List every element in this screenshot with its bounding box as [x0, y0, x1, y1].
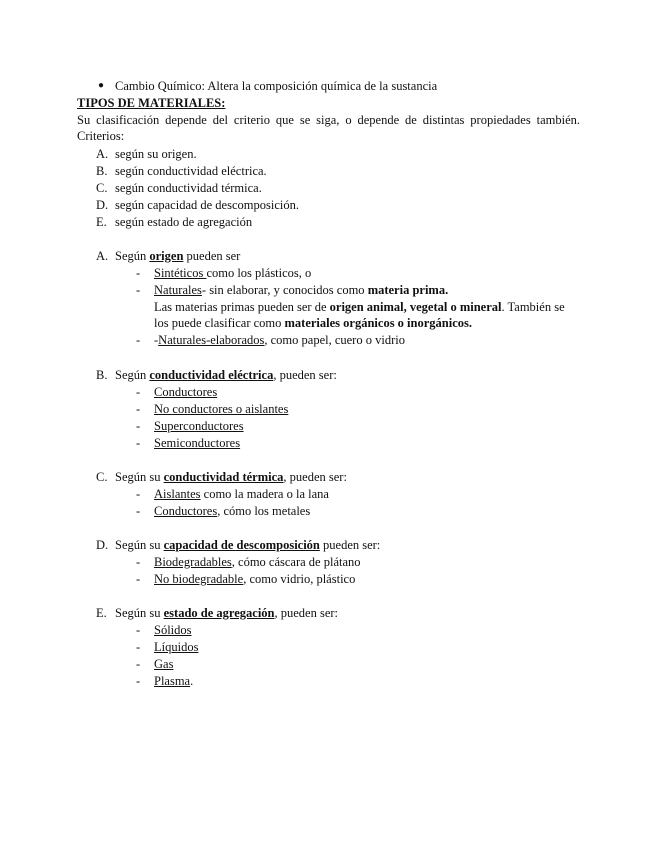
item-term: Plasma — [154, 674, 191, 688]
list-item: Superconductores — [154, 419, 244, 433]
intro-line-1: Su clasificación depende del criterio que se siga, o depende de distintas propiedades también. — [77, 113, 580, 127]
criteria-marker: E. — [96, 215, 107, 229]
dash-marker: - — [136, 504, 141, 518]
section-b-key: conductividad eléctrica — [149, 368, 274, 382]
item-term: No biodegradable — [154, 572, 244, 586]
section-c-title — [115, 469, 347, 485]
dash-marker: - — [136, 333, 141, 347]
section-heading: TIPOS DE MATERIALES: — [77, 96, 226, 110]
section-b-pre: Según — [115, 368, 150, 382]
list-item-continuation — [154, 299, 565, 315]
section-e-marker: E. — [96, 606, 107, 620]
section-e-post: , pueden ser: — [274, 606, 339, 620]
list-item: Semiconductores — [154, 436, 241, 450]
section-c-post: , pueden ser: — [283, 470, 347, 484]
criteria-item: según conductividad térmica. — [115, 181, 262, 195]
item-rest: como los plásticos, o — [206, 266, 312, 280]
list-item: No conductores o aislantes — [154, 402, 289, 416]
section-d-key: capacidad de descomposición — [163, 538, 320, 552]
item-rest: - sin elaborar, y conocidos como — [201, 283, 368, 297]
item-pre: los puede clasificar como — [154, 316, 285, 330]
item-term: Naturales — [154, 283, 202, 297]
list-item — [154, 265, 311, 281]
list-item — [154, 332, 405, 348]
criteria-item: según estado de agregación — [115, 215, 253, 229]
dash-marker: - — [136, 487, 141, 501]
intro-line-2: Criterios: — [77, 129, 125, 143]
list-item: Gas — [154, 657, 174, 671]
section-c-pre: Según su — [115, 470, 164, 484]
item-term: Aislantes — [154, 487, 201, 501]
section-e-key: estado de agregación — [163, 606, 275, 620]
criteria-marker: A. — [96, 147, 109, 161]
item-rest: , cómo los metales — [217, 504, 311, 518]
list-item — [154, 486, 329, 502]
criteria-marker: D. — [96, 198, 109, 212]
dash-marker: - — [136, 555, 141, 569]
item-rest: , como papel, cuero o vidrio — [264, 333, 405, 347]
item-rest: como la madera o la lana — [200, 487, 329, 501]
section-a-pre: Según — [115, 249, 150, 263]
item-rest: , cómo cáscara de plátano — [231, 555, 361, 569]
section-b-marker: B. — [96, 368, 108, 382]
dash-marker: - — [136, 572, 141, 586]
top-bullet-text: Cambio Químico: Altera la composición química de la sustancia — [115, 79, 438, 93]
item-pre: - — [154, 333, 159, 347]
item-pre: Las materias primas pueden ser de — [154, 300, 330, 314]
dash-marker: - — [136, 419, 141, 433]
dash-marker: - — [136, 674, 141, 688]
section-a-post: pueden ser — [183, 249, 241, 263]
criteria-item: según capacidad de descomposición. — [115, 198, 299, 212]
item-bold: materiales orgánicos o inorgánicos. — [284, 316, 472, 330]
dash-marker: - — [136, 436, 141, 450]
section-e-pre: Según su — [115, 606, 164, 620]
item-term: Naturales-elaborados — [158, 333, 265, 347]
section-e-title — [115, 605, 338, 621]
item-post: . También se — [501, 300, 565, 314]
section-c-key: conductividad térmica — [163, 470, 284, 484]
section-a-marker: A. — [96, 249, 109, 263]
dash-marker: - — [136, 266, 141, 280]
criteria-item: según su origen. — [115, 147, 197, 161]
dash-marker: - — [136, 385, 141, 399]
bullet-marker: ● — [98, 80, 105, 91]
item-term: Biodegradables — [154, 555, 232, 569]
item-suffix: . — [190, 674, 194, 688]
item-rest: , como vidrio, plástico — [243, 572, 356, 586]
list-item — [154, 503, 310, 519]
criteria-item: según conductividad eléctrica. — [115, 164, 267, 178]
section-d-pre: Según su — [115, 538, 164, 552]
section-d-title — [115, 537, 380, 553]
list-item: Líquidos — [154, 640, 199, 654]
criteria-marker: B. — [96, 164, 108, 178]
list-item — [154, 282, 448, 298]
list-item: Conductores — [154, 385, 218, 399]
section-a-key: origen — [149, 249, 184, 263]
section-c-marker: C. — [96, 470, 108, 484]
item-bold: materia prima. — [367, 283, 449, 297]
dash-marker: - — [136, 623, 141, 637]
item-term: Sintéticos — [154, 266, 207, 280]
list-item-continuation — [154, 315, 472, 331]
item-bold: origen animal, vegetal o mineral — [329, 300, 502, 314]
list-item — [154, 571, 355, 587]
section-d-post: pueden ser: — [319, 538, 381, 552]
section-d-marker: D. — [96, 538, 109, 552]
section-b-post: , pueden ser: — [273, 368, 337, 382]
criteria-marker: C. — [96, 181, 108, 195]
list-item — [154, 554, 361, 570]
dash-marker: - — [136, 640, 141, 654]
item-term: Conductores — [154, 504, 218, 518]
list-item — [154, 673, 193, 689]
section-a-title — [115, 248, 240, 264]
dash-marker: - — [136, 283, 141, 297]
dash-marker: - — [136, 657, 141, 671]
dash-marker: - — [136, 402, 141, 416]
section-b-title — [115, 367, 337, 383]
list-item: Sólidos — [154, 623, 192, 637]
